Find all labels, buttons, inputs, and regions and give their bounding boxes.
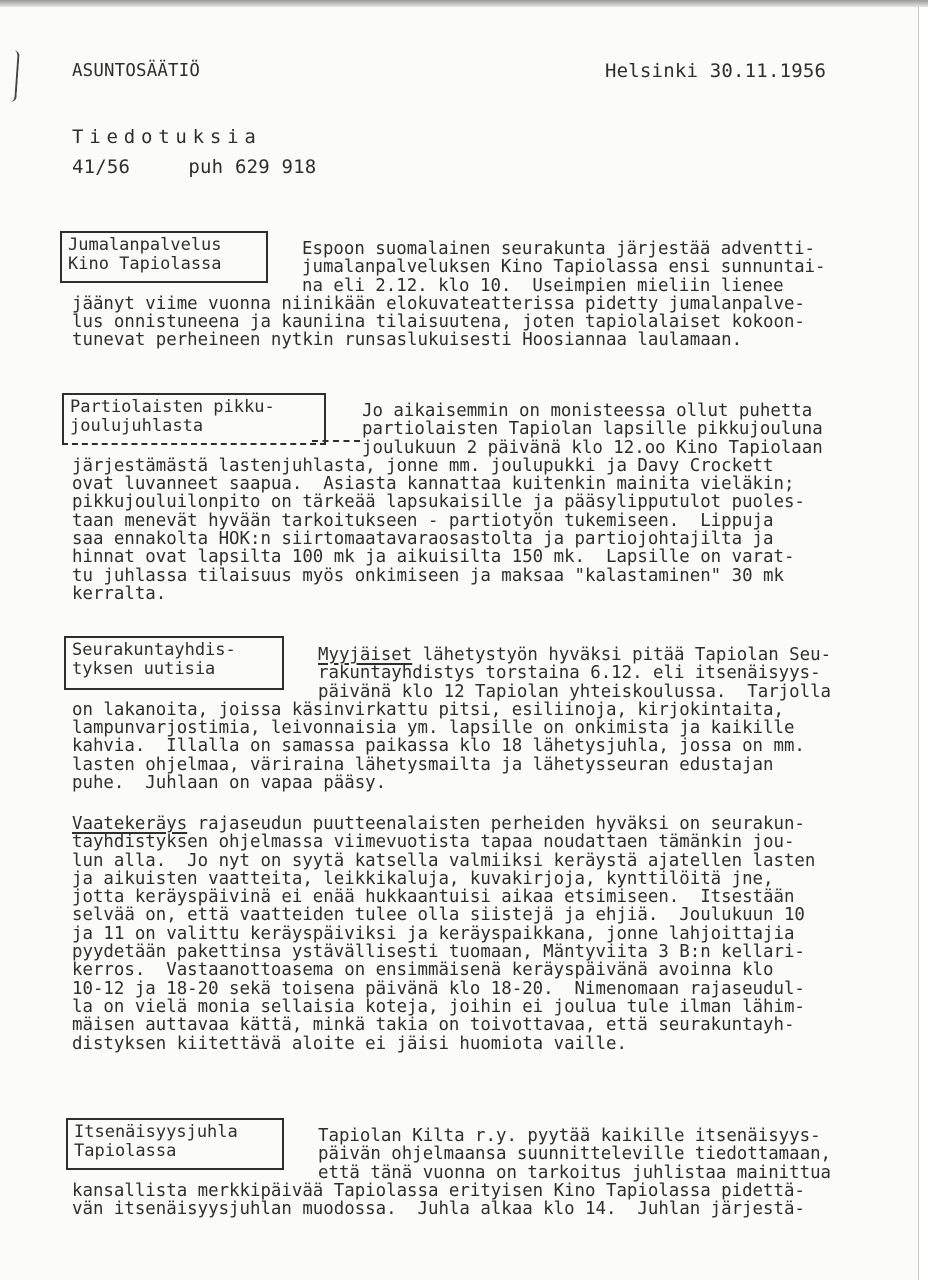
document-title: Tiedotuksia [72, 126, 262, 148]
heading-line: Partiolaisten pikku- [70, 397, 275, 417]
text-line: jotta keräyspäivinä ei enää hukkaantuisi aikaa etsimiseen. Itsestään [72, 887, 795, 908]
text-line: tunevat perheineen nytkin runsaslukuisesti Hoosiannaa laulamaan. [72, 330, 743, 351]
text-line: on lakanoita, joissa käsinvirkattu pitsi, esiliinoja, kirjokintaita, [72, 699, 784, 720]
text-line: kansallista merkkipäivää Tapiolassa erityisen Kino Tapiolassa pidettä- [72, 1180, 805, 1201]
lead-word-vaatekerays: Vaatekeräys [72, 814, 188, 834]
issue-number-and-phone: 41/56 puh 629 918 [72, 156, 317, 178]
text-line: lasten ohjelmaa, väriraina lähetysmailta ja lähetysseuran edustajan [72, 754, 774, 775]
section-text-itsenaisyysjuhla [72, 1127, 831, 1218]
text-line: lampunvarjostimia, leivonnaisia ym. lapsille on onkimista ja kaikille [72, 718, 795, 739]
text-line: distyksen kiitettävä aloite ei jäisi huomiota vaille. [72, 1033, 627, 1054]
text-line: partiolaisten Tapiolan lapsille pikkujouluna [362, 419, 823, 440]
text-line: kerros. Vastaanottoasema on ensimmäisenä keräyspäivänä avoinna klo [72, 960, 774, 981]
text-line: na eli 2.12. klo 10. Useimpien mieliin lienee [302, 275, 784, 296]
text-line: päivänä klo 12 Tapiolan yhteiskoulussa. Tarjolla [318, 681, 832, 702]
text-line: lun alla. Jo nyt on syytä katsella valmiiksi keräystä ajatellen lasten [72, 850, 816, 871]
text-line: tu juhlassa tilaisuus myös onkimiseen ja maksaa "kalastaminen" 30 mk [72, 565, 784, 586]
section-text-jumalanpalvelus [72, 240, 826, 350]
text-line [72, 815, 815, 833]
text-line: päivän ohjelmaansa suunnitteleville tiedottamaan, [318, 1144, 832, 1165]
text-line: Espoon suomalainen seurakunta järjestää adventti- [302, 239, 816, 259]
organization-name: ASUNTOSÄÄTIÖ [72, 61, 201, 81]
text-line: tayhdistyksen ohjelmassa viimevuotista tapaa noudattaen tämänkin jou- [72, 832, 795, 853]
text-line: Jo aikaisemmin on monisteessa ollut puhetta [362, 401, 813, 421]
text-line: taan menevät hyvään tarkoitukseen - partiotyön tukemiseen. Lippuja [72, 510, 774, 531]
place-and-date: Helsinki 30.11.1956 [605, 60, 827, 82]
text-line: kerralta. [72, 583, 167, 604]
section-text-vaatekerays [72, 815, 815, 1053]
heading-line: Jumalanpalvelus [68, 235, 222, 255]
section-text-partiolaiset [72, 402, 823, 603]
text-line: jäänyt viime vuonna niinikään elokuvateatterissa pidetty jumalanpalve- [72, 293, 805, 314]
text-line: järjestämästä lastenjuhlasta, jonne mm. joulupukki ja Davy Crockett [72, 455, 774, 476]
text-line: pyydetään pakettinsa ystävällisesti tuomaan, Mäntyviita 3 B:n kellari- [72, 942, 805, 963]
heading-line: joulujuhlasta [70, 416, 204, 436]
text-line: ja 11 on valittu keräyspäiviksi ja keräyspaikkana, jonne lahjoittajia [72, 923, 795, 944]
heading-line: Seurakuntayhdis- [72, 640, 236, 660]
paper-top-edge [0, 0, 928, 7]
heading-line: Tapiolassa [74, 1141, 177, 1161]
text-line: joulukuun 2 päivänä klo 12.oo Kino Tapiolaan [362, 437, 823, 458]
text-line: rakuntayhdistys torstaina 6.12. eli itsenäisyys- [318, 663, 821, 684]
text-line: ovat luvanneet saapua. Asiasta kannattaa kuitenkin mainita vieläkin; [72, 474, 795, 495]
text-line: jumalanpalveluksen Kino Tapiolassa ensi sunnuntai- [302, 257, 826, 278]
text-line-rest: lähetystyön hyväksi pitää Tapiolan Seu- [412, 645, 832, 665]
section-text-myyjaiset [72, 646, 831, 792]
text-line: vän itsenäisyysjuhlan muodossa. Juhla alkaa klo 14. Juhlan järjestä- [72, 1199, 805, 1220]
text-line: la on vielä monia sellaisia koteja, joihin ei joulua tule ilman lähim- [72, 996, 805, 1017]
text-line: puhe. Juhlaan on vapaa pääsy. [72, 773, 387, 794]
text-line: mäisen auttavaa kättä, minkä takia on toivottavaa, että seurakuntayh- [72, 1015, 795, 1036]
text-line-rest: rajaseudun puutteenalaisten perheiden hyväksi on seurakun- [187, 814, 805, 834]
text-line: kahvia. Illalla on samassa paikassa klo 18 lähetysjuhla, jossa on mm. [72, 736, 805, 757]
text-line: lus onnistuneena ja kauniina tilaisuutena, joten tapiolalaiset kokoon- [72, 312, 805, 333]
text-line: 10-12 ja 18-20 sekä toisena päivänä klo 18-20. Nimenomaan rajaseudul- [72, 978, 805, 999]
text-line: Tapiolan Kilta r.y. pyytää kaikille itsenäisyys- [318, 1126, 821, 1146]
text-line: että tänä vuonna on tarkoitus juhlistaa mainittua [318, 1162, 832, 1183]
text-line: pikkujouluilonpito on tärkeää lapsukaisille ja pääsylipputulot puoles- [72, 492, 805, 513]
text-line: saa ennakolta HOK:n siirtomaatavaraosastolta ja partiojohtajilta ja [72, 529, 774, 550]
text-line: hinnat ovat lapsilta 100 mk ja aikuisilta 150 mk. Lapsille on varat- [72, 547, 795, 568]
heading-line: Kino Tapiolassa [68, 254, 222, 274]
text-line: selvää on, että vaatteiden tulee olla siistejä ja ehjiä. Joulukuun 10 [72, 905, 805, 926]
text-line: ja aikuisten vaatteita, leikkikaluja, kuvakirjoja, kynttilöitä jne, [72, 868, 774, 889]
text-line [72, 646, 831, 664]
heading-line: tyksen uutisia [72, 659, 216, 679]
lead-word-myyjaiset: Myyjäiset [318, 645, 413, 665]
heading-line: Itsenäisyysjuhla [74, 1122, 238, 1142]
